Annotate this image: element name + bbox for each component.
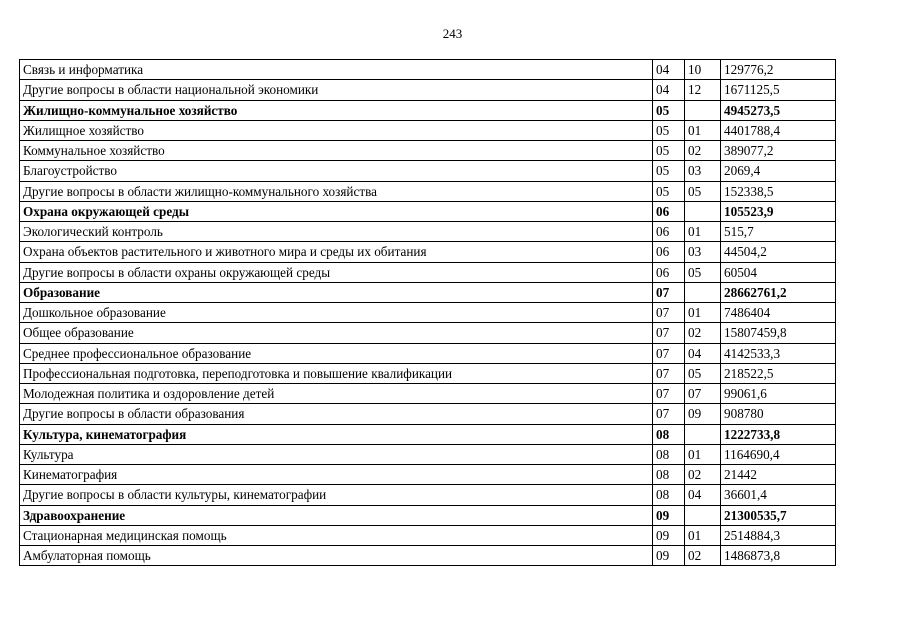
row-section-cell: 07: [653, 343, 685, 363]
row-name-cell: Связь и информатика: [20, 60, 653, 80]
row-name-cell: Другие вопросы в области национальной экономики: [20, 80, 653, 100]
row-section-cell: 08: [653, 424, 685, 444]
row-section-cell: 05: [653, 181, 685, 201]
table-row: [20, 222, 836, 242]
table-row: [20, 201, 836, 221]
row-amount-cell: 36601,4: [721, 485, 836, 505]
row-subsection-cell: 04: [685, 485, 721, 505]
table-row: [20, 424, 836, 444]
table-row: [20, 141, 836, 161]
row-amount-cell: 60504: [721, 262, 836, 282]
row-name-cell: Другие вопросы в области охраны окружающей среды: [20, 262, 653, 282]
row-amount-cell: 99061,6: [721, 384, 836, 404]
table-row: [20, 242, 836, 262]
row-amount-cell: 4142533,3: [721, 343, 836, 363]
row-subsection-cell: [685, 201, 721, 221]
budget-table-body: [20, 60, 836, 566]
table-row: [20, 181, 836, 201]
table-row: [20, 546, 836, 566]
row-name-cell: Другие вопросы в области жилищно-коммунального хозяйства: [20, 181, 653, 201]
row-section-cell: 05: [653, 100, 685, 120]
table-row: [20, 505, 836, 525]
row-subsection-cell: 02: [685, 141, 721, 161]
row-subsection-cell: 04: [685, 343, 721, 363]
row-section-cell: 04: [653, 80, 685, 100]
row-amount-cell: 389077,2: [721, 141, 836, 161]
row-subsection-cell: 07: [685, 384, 721, 404]
row-name-cell: Профессиональная подготовка, переподготовка и повышение квалификации: [20, 363, 653, 383]
row-amount-cell: 1222733,8: [721, 424, 836, 444]
row-section-cell: 08: [653, 485, 685, 505]
row-subsection-cell: 01: [685, 303, 721, 323]
row-amount-cell: 2514884,3: [721, 525, 836, 545]
table-row: [20, 60, 836, 80]
table-row: [20, 485, 836, 505]
row-section-cell: 07: [653, 303, 685, 323]
row-amount-cell: 1486873,8: [721, 546, 836, 566]
row-subsection-cell: 02: [685, 465, 721, 485]
row-name-cell: Жилищно-коммунальное хозяйство: [20, 100, 653, 120]
row-section-cell: 06: [653, 262, 685, 282]
row-amount-cell: 28662761,2: [721, 282, 836, 302]
table-row: [20, 80, 836, 100]
row-name-cell: Молодежная политика и оздоровление детей: [20, 384, 653, 404]
row-subsection-cell: 03: [685, 161, 721, 181]
row-subsection-cell: [685, 100, 721, 120]
row-name-cell: Другие вопросы в области образования: [20, 404, 653, 424]
table-row: [20, 262, 836, 282]
row-name-cell: Дошкольное образование: [20, 303, 653, 323]
row-name-cell: Кинематография: [20, 465, 653, 485]
row-name-cell: Образование: [20, 282, 653, 302]
row-name-cell: Охрана окружающей среды: [20, 201, 653, 221]
table-row: [20, 282, 836, 302]
page-number: 243: [442, 26, 463, 41]
row-section-cell: 08: [653, 465, 685, 485]
row-subsection-cell: 05: [685, 363, 721, 383]
row-amount-cell: 21300535,7: [721, 505, 836, 525]
table-row: [20, 161, 836, 181]
table-row: [20, 100, 836, 120]
row-subsection-cell: 01: [685, 120, 721, 140]
row-section-cell: 08: [653, 444, 685, 464]
table-row: [20, 303, 836, 323]
table-row: [20, 384, 836, 404]
row-amount-cell: 218522,5: [721, 363, 836, 383]
row-section-cell: 06: [653, 222, 685, 242]
row-subsection-cell: 01: [685, 444, 721, 464]
row-section-cell: 07: [653, 404, 685, 424]
row-name-cell: Благоустройство: [20, 161, 653, 181]
row-amount-cell: 21442: [721, 465, 836, 485]
row-amount-cell: 2069,4: [721, 161, 836, 181]
row-amount-cell: 515,7: [721, 222, 836, 242]
row-name-cell: Стационарная медицинская помощь: [20, 525, 653, 545]
row-name-cell: Культура, кинематография: [20, 424, 653, 444]
row-section-cell: 04: [653, 60, 685, 80]
row-subsection-cell: [685, 282, 721, 302]
row-subsection-cell: 03: [685, 242, 721, 262]
row-subsection-cell: 12: [685, 80, 721, 100]
row-amount-cell: 1671125,5: [721, 80, 836, 100]
row-section-cell: 06: [653, 201, 685, 221]
row-section-cell: 07: [653, 363, 685, 383]
row-name-cell: Среднее профессиональное образование: [20, 343, 653, 363]
table-row: [20, 120, 836, 140]
table-row: [20, 525, 836, 545]
row-name-cell: Амбулаторная помощь: [20, 546, 653, 566]
row-amount-cell: 105523,9: [721, 201, 836, 221]
row-name-cell: Жилищное хозяйство: [20, 120, 653, 140]
row-amount-cell: 44504,2: [721, 242, 836, 262]
row-subsection-cell: 01: [685, 222, 721, 242]
row-name-cell: Другие вопросы в области культуры, кинематографии: [20, 485, 653, 505]
row-amount-cell: 4945273,5: [721, 100, 836, 120]
row-section-cell: 07: [653, 323, 685, 343]
row-section-cell: 09: [653, 546, 685, 566]
row-amount-cell: 908780: [721, 404, 836, 424]
row-amount-cell: 4401788,4: [721, 120, 836, 140]
row-name-cell: Культура: [20, 444, 653, 464]
row-amount-cell: 129776,2: [721, 60, 836, 80]
row-section-cell: 06: [653, 242, 685, 262]
table-row: [20, 363, 836, 383]
row-subsection-cell: 02: [685, 546, 721, 566]
row-name-cell: Экологический контроль: [20, 222, 653, 242]
row-section-cell: 09: [653, 505, 685, 525]
row-name-cell: Общее образование: [20, 323, 653, 343]
row-section-cell: 07: [653, 282, 685, 302]
row-amount-cell: 15807459,8: [721, 323, 836, 343]
table-row: [20, 323, 836, 343]
table-row: [20, 404, 836, 424]
table-row: [20, 444, 836, 464]
row-subsection-cell: 10: [685, 60, 721, 80]
row-subsection-cell: 01: [685, 525, 721, 545]
row-section-cell: 05: [653, 120, 685, 140]
budget-table: [19, 59, 836, 566]
row-section-cell: 09: [653, 525, 685, 545]
row-subsection-cell: [685, 505, 721, 525]
row-subsection-cell: [685, 424, 721, 444]
row-amount-cell: 152338,5: [721, 181, 836, 201]
row-section-cell: 07: [653, 384, 685, 404]
row-subsection-cell: 09: [685, 404, 721, 424]
row-section-cell: 05: [653, 161, 685, 181]
row-subsection-cell: 02: [685, 323, 721, 343]
row-amount-cell: 1164690,4: [721, 444, 836, 464]
row-name-cell: Здравоохранение: [20, 505, 653, 525]
row-section-cell: 05: [653, 141, 685, 161]
row-name-cell: Коммунальное хозяйство: [20, 141, 653, 161]
row-name-cell: Охрана объектов растительного и животного мира и среды их обитания: [20, 242, 653, 262]
row-amount-cell: 7486404: [721, 303, 836, 323]
row-subsection-cell: 05: [685, 262, 721, 282]
table-row: [20, 465, 836, 485]
table-row: [20, 343, 836, 363]
row-subsection-cell: 05: [685, 181, 721, 201]
